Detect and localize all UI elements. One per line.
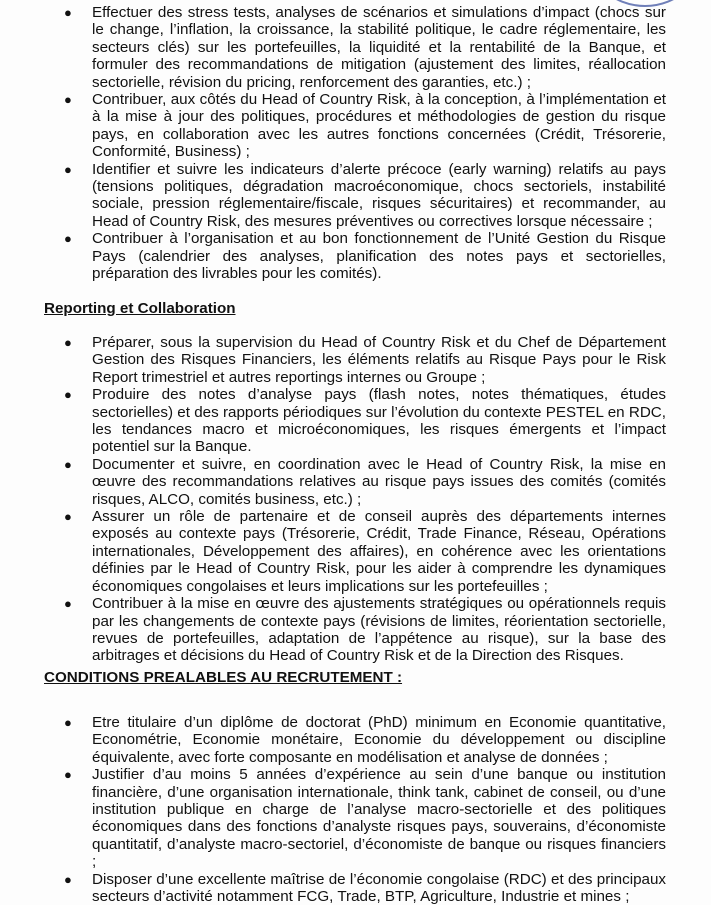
bullet-icon: ● (64, 596, 72, 612)
list-item: ● Effectuer des stress tests, analyses de scénarios et simulations d’impact (chocs sur le change, l’inflation, la croissance, la stabilité politique, le cadre réglementaire, les secteurs clés) sur les portefeuilles, la liquidité et la rentabilité de la Banque, et formuler des recommandations de mitigation (ajustement des limites, réallocation sectorielle, révision du pricing, renforcement des garanties, etc.) ; (64, 4, 666, 91)
list-item: ● Documenter et suivre, en coordination avec le Head of Country Risk, la mise en œuvre des recommandations relatives au risque pays issues des comités (comités risques, ALCO, comités business, etc.) ; (64, 455, 666, 508)
list-item: ● Disposer d’une excellente maîtrise de l’économie congolaise (RDC) et des principaux secteurs d’activité notamment FCG, Trade, BTP, Agriculture, Industrie et mines ; (64, 870, 666, 905)
bullet-icon: ● (64, 387, 72, 403)
list-item: ● Justifier d’au moins 5 années d’expérience au sein d’une banque ou institution financière, d’une organisation internationale, think tank, cabinet de conseil, ou d’une institution publique en charge de l’analyse macro-sectorielle et des politiques économiques dans des fonctions d’analyste risques pays, souverains, d’économiste quantitatif, d’analyste macro-sectoriel, d’économiste de banque ou risques financiers ; (64, 766, 666, 871)
bullet-icon: ● (64, 335, 72, 350)
bullet-icon: ● (64, 509, 72, 525)
bullet-icon: ● (64, 5, 72, 20)
bullet-icon: ● (64, 715, 72, 730)
bullet-icon: ● (64, 871, 72, 887)
bullet-icon: ● (64, 231, 72, 247)
bullet-icon: ● (64, 767, 72, 783)
conditions-list (0, 714, 711, 905)
list-item: ● Contribuer à la mise en œuvre des ajustements stratégiques ou opérationnels requis par les changements de contexte pays (révisions de limites, réorientation sectorielle, revues de portefeuilles, adaptation de l’appétence au risque), sur la base des arbitrages et décisions du Head of Country Risk et de la Direction des Risques. (64, 595, 666, 665)
list-item: ● Contribuer, aux côtés du Head of Country Risk, à la conception, à l’implémentation et à la mise à jour des politiques, procédures et méthodologies de gestion du risque pays, en collaboration avec les autres fonctions concernées (Crédit, Trésorerie, Conformité, Business) ; (64, 91, 666, 161)
list-item: ● Contribuer à l’organisation et au bon fonctionnement de l’Unité Gestion du Risque Pays (calendrier des analyses, planification des notes pays et sectorielles, préparation des livrables pour les comités). (64, 230, 666, 283)
section-heading-conditions: CONDITIONS PREALABLES AU RECRUTEMENT : (44, 669, 403, 686)
risk-tasks-list (0, 4, 711, 283)
reporting-list (0, 334, 711, 665)
bullet-icon: ● (64, 161, 72, 177)
list-item: ● Identifier et suivre les indicateurs d’alerte précoce (early warning) relatifs au pays (tensions politiques, dégradation macroéconomique, chocs sectoriels, instabilité sociale, pression réglementaire/fiscale, risques sécuritaires) et recommander, au Head of Country Risk, des mesures préventives ou correctives lorsque nécessaire ; (64, 160, 666, 230)
bullet-icon: ● (64, 456, 72, 472)
list-item: ● Produire des notes d’analyse pays (flash notes, notes thématiques, études sectorielles) et des rapports périodiques sur l’évolution du contexte PESTEL en RDC, les tendances macro et microéconomiques, les risques émergents et l’impact potentiel sur la Banque. (64, 386, 666, 456)
list-item: ● Préparer, sous la supervision du Head of Country Risk et du Chef de Département Gestion des Risques Financiers, les éléments relatifs au Risque Pays pour le Risk Report trimestriel et autres reportings internes ou Groupe ; (64, 334, 666, 386)
bullet-icon: ● (64, 92, 72, 108)
list-item: ● Etre titulaire d’un diplôme de doctorat (PhD) minimum en Economie quantitative, Econométrie, Economie monétaire, Economie du développement ou discipline équivalente, avec forte composante en modélisation et analyse de données ; (64, 714, 666, 766)
section-heading-reporting: Reporting et Collaboration (44, 300, 236, 317)
list-item: ● Assurer un rôle de partenaire et de conseil auprès des départements internes exposés au contexte pays (Trésorerie, Crédit, Trade Finance, Réseau, Opérations internationales, Développement des affaires), en cohérence avec les orientations définies par le Head of Country Risk, pour les aider à comprendre les dynamiques économiques congolaises et leurs implications sur les portefeuilles ; (64, 508, 666, 595)
